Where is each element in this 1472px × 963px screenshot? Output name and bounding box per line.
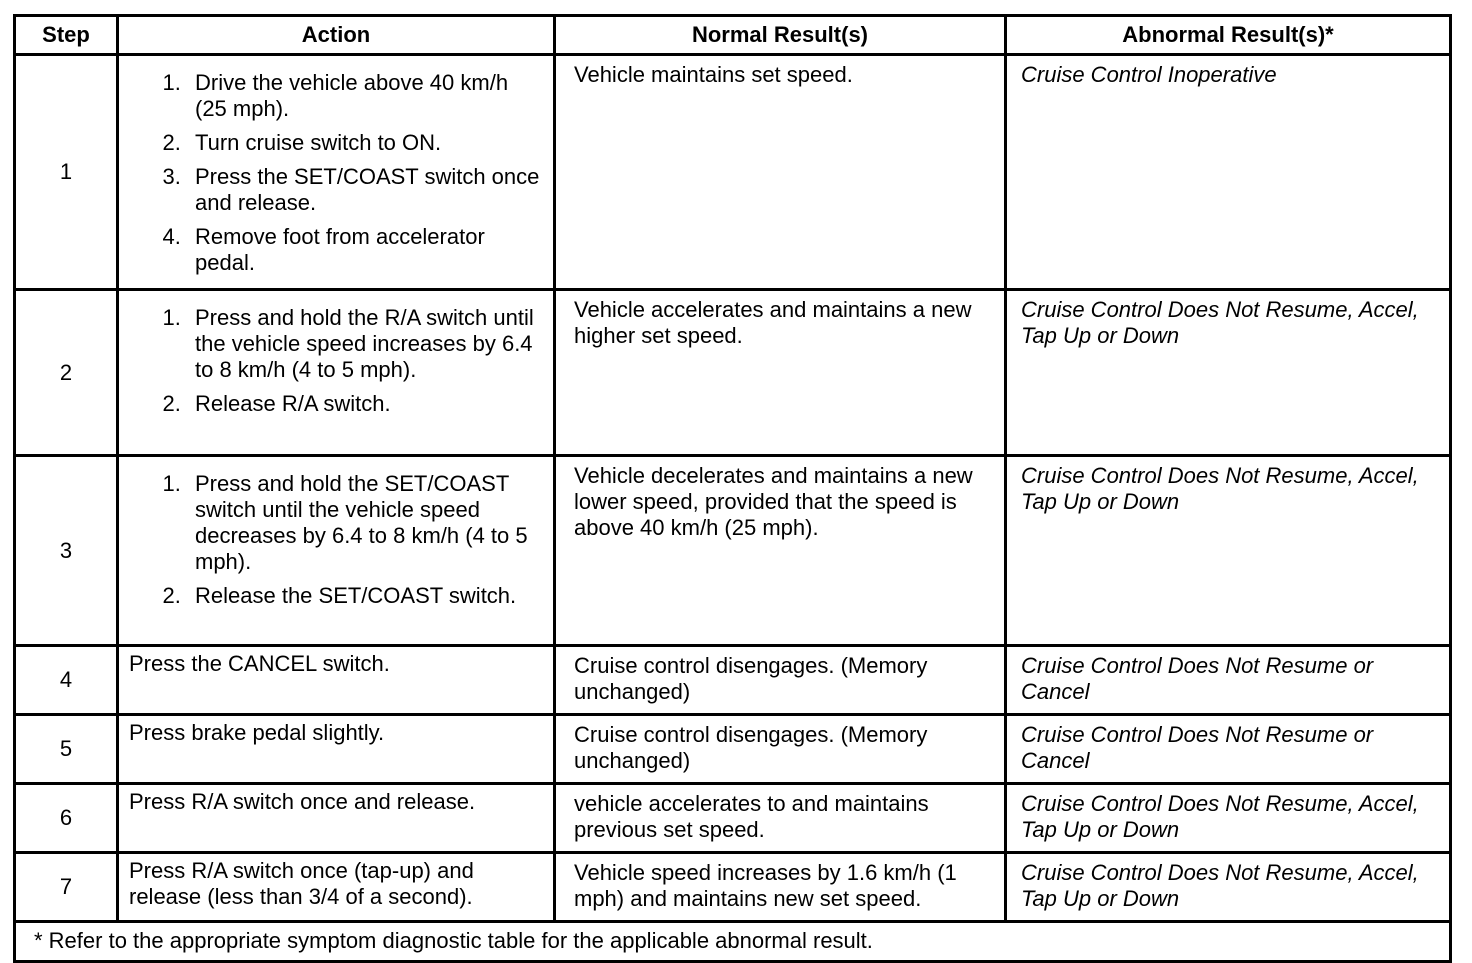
normal-result: Cruise control disengages. (Memory unchanged) — [555, 715, 1006, 784]
header-row — [15, 16, 1451, 55]
action-list — [129, 471, 543, 609]
action-item: 2. Release R/A switch. — [187, 391, 543, 417]
action-text: Press brake pedal slightly. — [129, 720, 385, 745]
step-number: 1 — [15, 55, 118, 290]
table-row — [15, 784, 1451, 853]
header-normal-results: Normal Result(s) — [555, 16, 1006, 55]
table-row — [15, 456, 1451, 646]
table-row — [15, 853, 1451, 922]
step-number: 6 — [15, 784, 118, 853]
action-cell — [118, 715, 555, 784]
action-item: 2. Release the SET/COAST switch. — [187, 583, 543, 609]
step-number: 3 — [15, 456, 118, 646]
action-cell — [118, 853, 555, 922]
abnormal-result: Cruise Control Inoperative — [1006, 55, 1451, 290]
cruise-control-test-table — [13, 14, 1452, 963]
action-item: 3. Press the SET/COAST switch once and release. — [187, 164, 543, 216]
footnote-row — [15, 922, 1451, 962]
abnormal-result: Cruise Control Does Not Resume, Accel, Tap Up or Down — [1006, 456, 1451, 646]
action-item: 4. Remove foot from accelerator pedal. — [187, 224, 543, 276]
normal-result: Cruise control disengages. (Memory unchanged) — [555, 646, 1006, 715]
action-cell — [118, 290, 555, 456]
abnormal-result: Cruise Control Does Not Resume, Accel, Tap Up or Down — [1006, 784, 1451, 853]
abnormal-result: Cruise Control Does Not Resume or Cancel — [1006, 646, 1451, 715]
abnormal-result: Cruise Control Does Not Resume or Cancel — [1006, 715, 1451, 784]
action-item: 2. Turn cruise switch to ON. — [187, 130, 543, 156]
step-number: 7 — [15, 853, 118, 922]
normal-result: Vehicle decelerates and maintains a new lower speed, provided that the speed is above 40 km/h (25 mph). — [555, 456, 1006, 646]
header-action: Action — [118, 16, 555, 55]
normal-result: Vehicle accelerates and maintains a new higher set speed. — [555, 290, 1006, 456]
normal-result: vehicle accelerates to and maintains previous set speed. — [555, 784, 1006, 853]
normal-result: Vehicle speed increases by 1.6 km/h (1 mph) and maintains new set speed. — [555, 853, 1006, 922]
footnote: * Refer to the appropriate symptom diagnostic table for the applicable abnormal result. — [15, 922, 1451, 962]
abnormal-result: Cruise Control Does Not Resume, Accel, Tap Up or Down — [1006, 853, 1451, 922]
action-cell — [118, 646, 555, 715]
table-row — [15, 55, 1451, 290]
action-list — [129, 305, 543, 417]
action-text: Press R/A switch once and release. — [129, 789, 476, 814]
step-number: 5 — [15, 715, 118, 784]
header-abnormal-results: Abnormal Result(s)* — [1006, 16, 1451, 55]
normal-result: Vehicle maintains set speed. — [555, 55, 1006, 290]
abnormal-result: Cruise Control Does Not Resume, Accel, Tap Up or Down — [1006, 290, 1451, 456]
action-text: Press the CANCEL switch. — [129, 651, 390, 676]
step-number: 2 — [15, 290, 118, 456]
action-list — [129, 70, 543, 276]
step-number: 4 — [15, 646, 118, 715]
action-cell — [118, 456, 555, 646]
header-step: Step — [15, 16, 118, 55]
table-row — [15, 290, 1451, 456]
action-cell — [118, 784, 555, 853]
action-item: 1. Press and hold the SET/COAST switch until the vehicle speed decreases by 6.4 to 8 km/h (4 to 5 mph). — [187, 471, 543, 575]
action-text: Press R/A switch once (tap-up) and release (less than 3/4 of a second). — [129, 858, 474, 909]
action-item: 1. Press and hold the R/A switch until the vehicle speed increases by 6.4 to 8 km/h (4 to 5 mph). — [187, 305, 543, 383]
action-item: 1. Drive the vehicle above 40 km/h (25 mph). — [187, 70, 543, 122]
table-row — [15, 715, 1451, 784]
action-cell — [118, 55, 555, 290]
table-row — [15, 646, 1451, 715]
